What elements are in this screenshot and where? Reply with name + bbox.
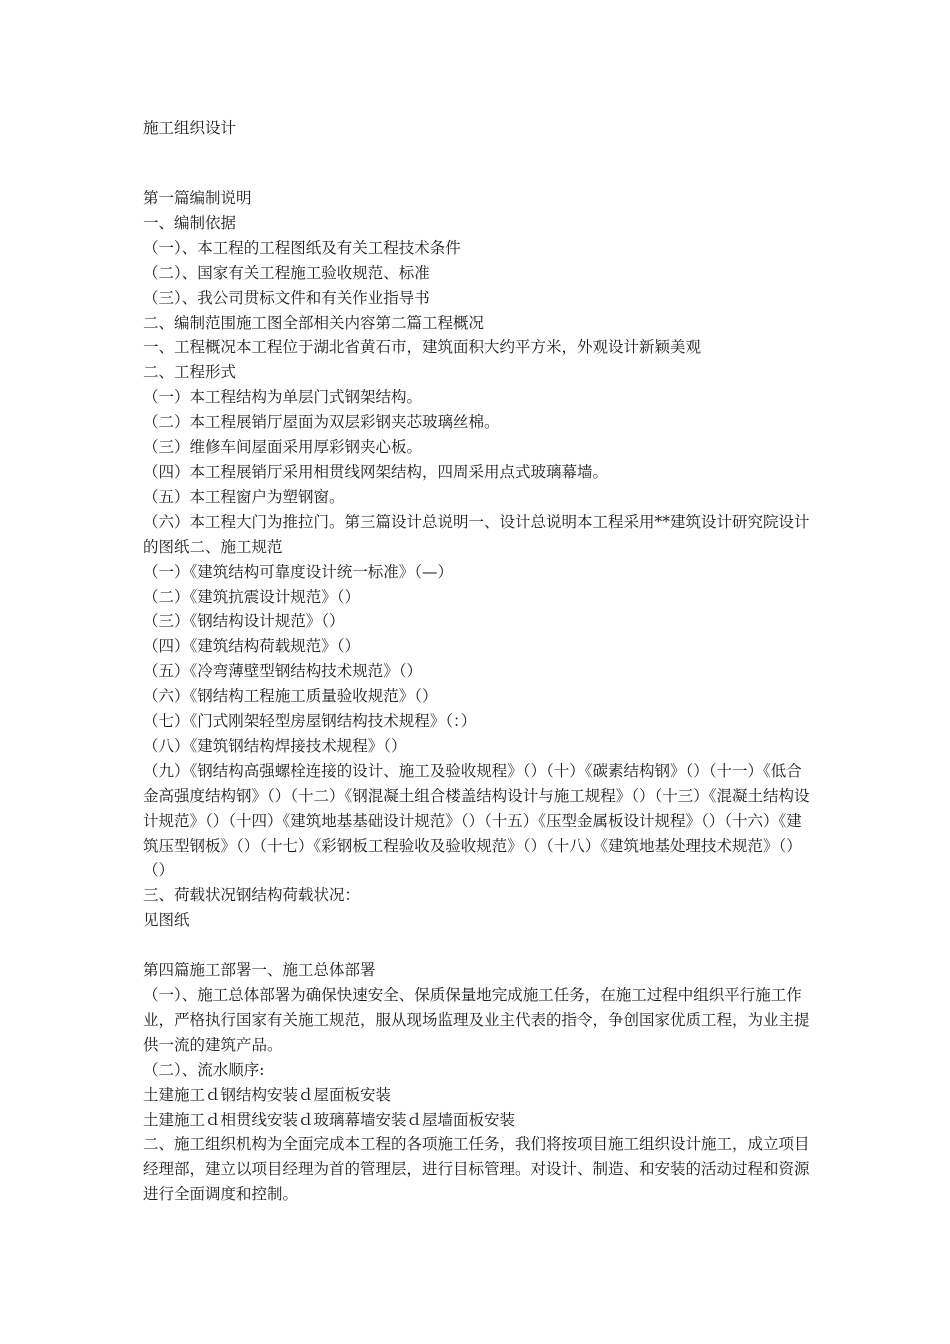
paragraph: （五）《冷弯薄壁型钢结构技术规范》（） bbox=[143, 662, 423, 681]
paragraph: （一）、施工总体部署为确保快速安全、保质保量地完成施工任务，在施工过程中组织平行施工作业，严格执行国家有关施工规范，服从现场监理及业主代表的指令，争创国家优质工程，为业主提供一流的建筑产品。 bbox=[143, 985, 810, 1054]
paragraph: （二）本工程展销厅屋面为双层彩钢夹芯玻璃丝棉。 bbox=[143, 413, 500, 432]
paragraph: 土建施工ｄ相贯线安装ｄ玻璃幕墙安装ｄ屋墙面板安装 bbox=[143, 1110, 516, 1129]
document-body bbox=[143, 186, 811, 1207]
paragraph: （二）、国家有关工程施工验收规范、标准 bbox=[143, 263, 430, 282]
paragraph: （三）《钢结构设计规范》（） bbox=[143, 612, 345, 631]
paragraph: （四）《建筑结构荷载规范》（） bbox=[143, 637, 361, 656]
paragraph: （六）本工程大门为推拉门。第三篇设计总说明一、设计总说明本工程采用**建筑设计研究院设计的图纸二、施工规范 bbox=[143, 512, 810, 556]
paragraph: （一）《建筑结构可靠度设计统一标准》（—） bbox=[143, 562, 454, 581]
paragraph: 一、编制依据 bbox=[143, 213, 237, 232]
paragraph: （九）《钢结构高强螺栓连接的设计、施工及验收规程》（）（十）《碳素结构钢》（）（十一）《低合金高强度结构钢》（）（十二）《钢混凝土组合楼盖结构设计与施工规程》（）（十三）《混凝土结构设计规范》（）（十四）《建筑地基基础设计规范》（）（十五）《压型金属板设计规程》（）（十六）《建筑压型钢板》（）（十七）《彩钢板工程验收及验收规范》（）（十八）《建筑地基处理技术规范》（）（） bbox=[143, 761, 810, 880]
blank-line bbox=[143, 933, 811, 958]
paragraph: （三）、我公司贯标文件和有关作业指导书 bbox=[143, 288, 430, 307]
paragraph: 土建施工ｄ钢结构安装ｄ屋面板安装 bbox=[143, 1085, 392, 1104]
section-heading: 第一篇编制说明 bbox=[143, 189, 252, 207]
paragraph: 一、工程概况本工程位于湖北省黄石市，建筑面积大约平方米，外观设计新颖美观 bbox=[143, 338, 702, 357]
paragraph: （五）本工程窗户为塑钢窗。 bbox=[143, 487, 345, 506]
paragraph: （六）《钢结构工程施工质量验收规范》（） bbox=[143, 687, 438, 706]
paragraph: （七）《门式刚架轻型房屋钢结构技术规程》（：） bbox=[143, 712, 477, 731]
paragraph: （四）本工程展销厅采用相贯线网架结构，四周采用点式玻璃幕墙。 bbox=[143, 462, 609, 481]
paragraph: （八）《建筑钢结构焊接技术规程》（） bbox=[143, 736, 407, 755]
paragraph: 二、工程形式 bbox=[143, 363, 237, 382]
paragraph: （一）本工程结构为单层门式钢架结构。 bbox=[143, 388, 423, 407]
paragraph: （一）、本工程的工程图纸及有关工程技术条件 bbox=[143, 238, 461, 257]
paragraph: 二、编制范围施工图全部相关内容第二篇工程概况 bbox=[143, 313, 485, 332]
paragraph: （三）维修车间屋面采用厚彩钢夹心板。 bbox=[143, 438, 423, 457]
paragraph: 见图纸 bbox=[143, 911, 190, 930]
paragraph: （二）《建筑抗震设计规范》（） bbox=[143, 587, 361, 606]
section-heading: 第四篇施工部署一、施工总体部署 bbox=[143, 961, 376, 980]
paragraph: （二）、流水顺序: bbox=[143, 1060, 265, 1079]
paragraph: 二、施工组织机构为全面完成本工程的各项施工任务，我们将按项目施工组织设计施工，成立项目经理部，建立以项目经理为首的管理层，进行目标管理。对设计、制造、和安装的活动过程和资源进行全面调度和控制。 bbox=[143, 1135, 810, 1204]
document-title: 施工组织设计 bbox=[143, 119, 237, 137]
paragraph: 三、荷载状况钢结构荷载状况： bbox=[143, 886, 361, 905]
